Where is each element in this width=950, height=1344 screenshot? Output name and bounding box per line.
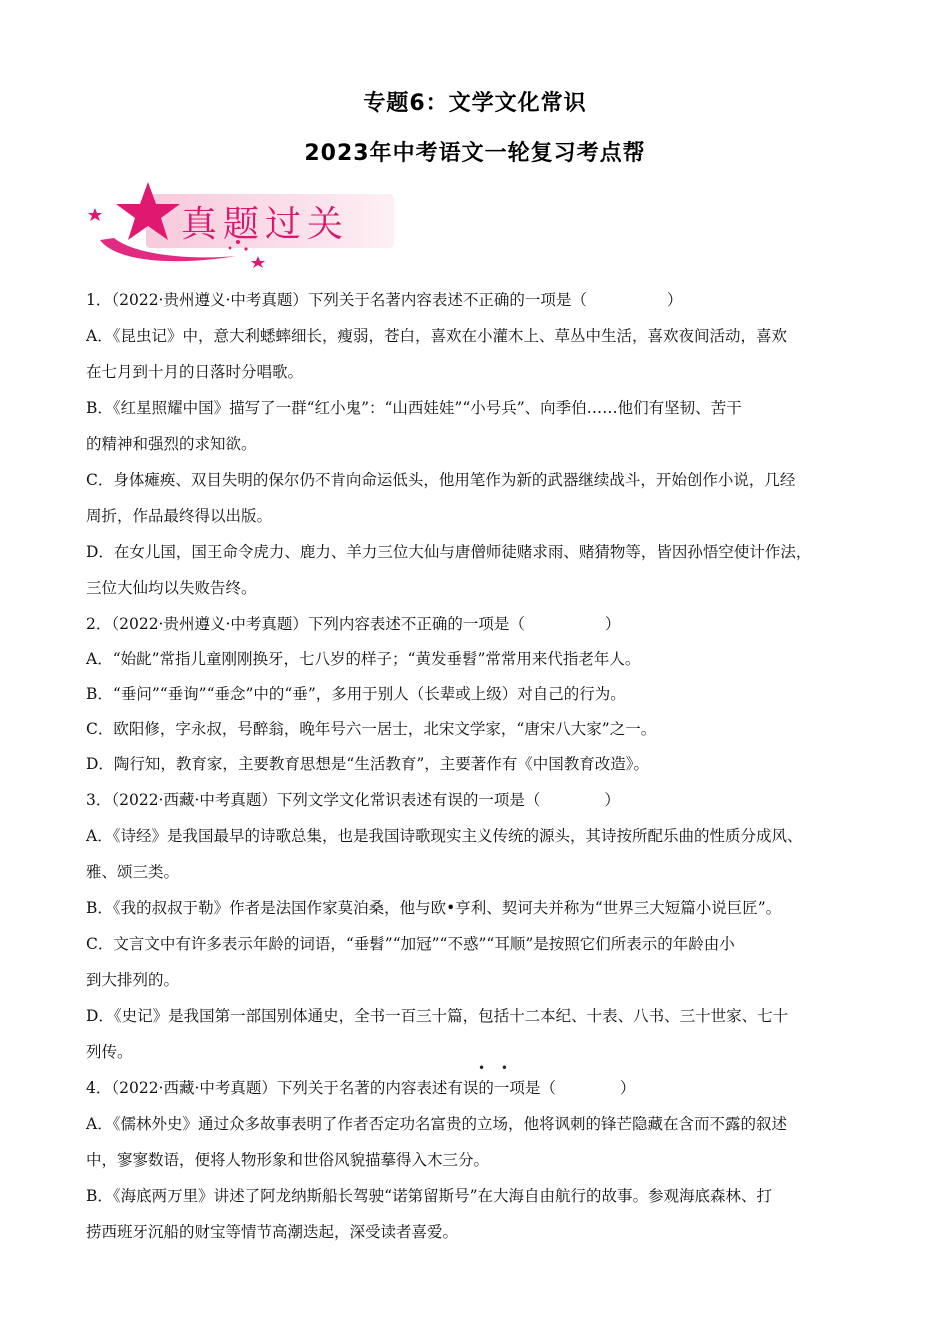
option-line: C．文言文中有许多表示年龄的词语，“垂髫”“加冠”“不惑”“耳顺”是按照它们所表示的年龄由小 <box>86 935 735 953</box>
option-line: 周折，作品最终得以出版。 <box>86 507 273 525</box>
option-line: A．《昆虫记》中，意大利蟋蟀细长，瘦弱，苍白，喜欢在小灌木上、草丛中生活，喜欢夜间活动，喜欢 <box>86 327 787 345</box>
option-line: 三位大仙均以失败告终。 <box>86 579 257 597</box>
option-line: D．在女儿国，国王命令虎力、鹿力、羊力三位大仙与唐僧师徒赌求雨、赌猜物等，皆因孙悟空使计作法， <box>86 543 812 561</box>
section-banner <box>86 176 396 268</box>
option-line: B．《海底两万里》讲述了阿龙纳斯船长驾驶“诺第留斯号”在大海自由航行的故事。参观海底森林、打 <box>86 1187 772 1205</box>
option-line: 捞西班牙沉船的财宝等情节高潮迭起，深受读者喜爱。 <box>86 1223 459 1241</box>
option-line: C．身体瘫痪、双目失明的保尔仍不肯向命运低头，他用笔作为新的武器继续战斗，开始创作小说，几经 <box>86 471 796 489</box>
emphasis-dots: • • <box>478 1061 514 1075</box>
question-stem: 1．（2022·贵州遵义·中考真题）下列关于名著内容表述不正确的一项是（ ） <box>86 291 683 309</box>
option-line: C．欧阳修，字永叔，号醉翁，晚年号六一居士，北宋文学家，“唐宋八大家”之一。 <box>86 720 657 738</box>
banner-label: 真题过关 <box>181 204 350 245</box>
option-line: B．《红星照耀中国》描写了一群“红小鬼”：“山西娃娃”“小号兵”、向季伯……他们有坚韧、苦干 <box>86 399 742 417</box>
page-title: 专题6：文学文化常识 <box>363 91 587 116</box>
option-line: A．“始龀”常指儿童刚刚换牙，七八岁的样子；“黄发垂髫”常常用来代指老年人。 <box>86 650 641 668</box>
option-line: B．“垂问”“垂询”“垂念”中的“垂”，多用于别人（长辈或上级）对自己的行为。 <box>86 685 626 703</box>
question-stem: 3．（2022·西藏·中考真题）下列文学文化常识表述有误的一项是（ ） <box>86 791 620 809</box>
question-stem: 2．（2022·贵州遵义·中考真题）下列内容表述不正确的一项是（ ） <box>86 615 621 633</box>
option-line: 中，寥寥数语，便将人物形象和世俗风貌描摹得入木三分。 <box>86 1151 490 1169</box>
option-line: A．《儒林外史》通过众多故事表明了作者否定功名富贵的立场，他将讽刺的锋芒隐藏在含而不露的叙述 <box>86 1115 787 1133</box>
question-stem: 4．（2022·西藏·中考真题）下列关于名著的内容表述有误的一项是（ ） <box>86 1079 636 1097</box>
option-line: 雅、颂三类。 <box>86 863 180 881</box>
option-line: A．《诗经》是我国最早的诗歌总集，也是我国诗歌现实主义传统的源头，其诗按所配乐曲的性质分成风、 <box>86 827 803 845</box>
option-line: 到大排列的。 <box>86 971 180 989</box>
option-line: 的精神和强烈的求知欲。 <box>86 435 257 453</box>
option-line: D．陶行知，教育家，主要教育思想是“生活教育”，主要著作有《中国教育改造》。 <box>86 755 650 773</box>
option-line: B．《我的叔叔于勒》作者是法国作家莫泊桑，他与欧•亨利、契诃夫并称为“世界三大短篇小说巨匠”。 <box>86 899 782 917</box>
page-subtitle: 2023年中考语文一轮复习考点帮 <box>304 141 646 166</box>
option-line: 在七月到十月的日落时分唱歌。 <box>86 363 304 381</box>
option-line: D．《史记》是我国第一部国别体通史，全书一百三十篇，包括十二本纪、十表、八书、三十世家、七十 <box>86 1007 789 1025</box>
option-line: 列传。 <box>86 1043 133 1061</box>
